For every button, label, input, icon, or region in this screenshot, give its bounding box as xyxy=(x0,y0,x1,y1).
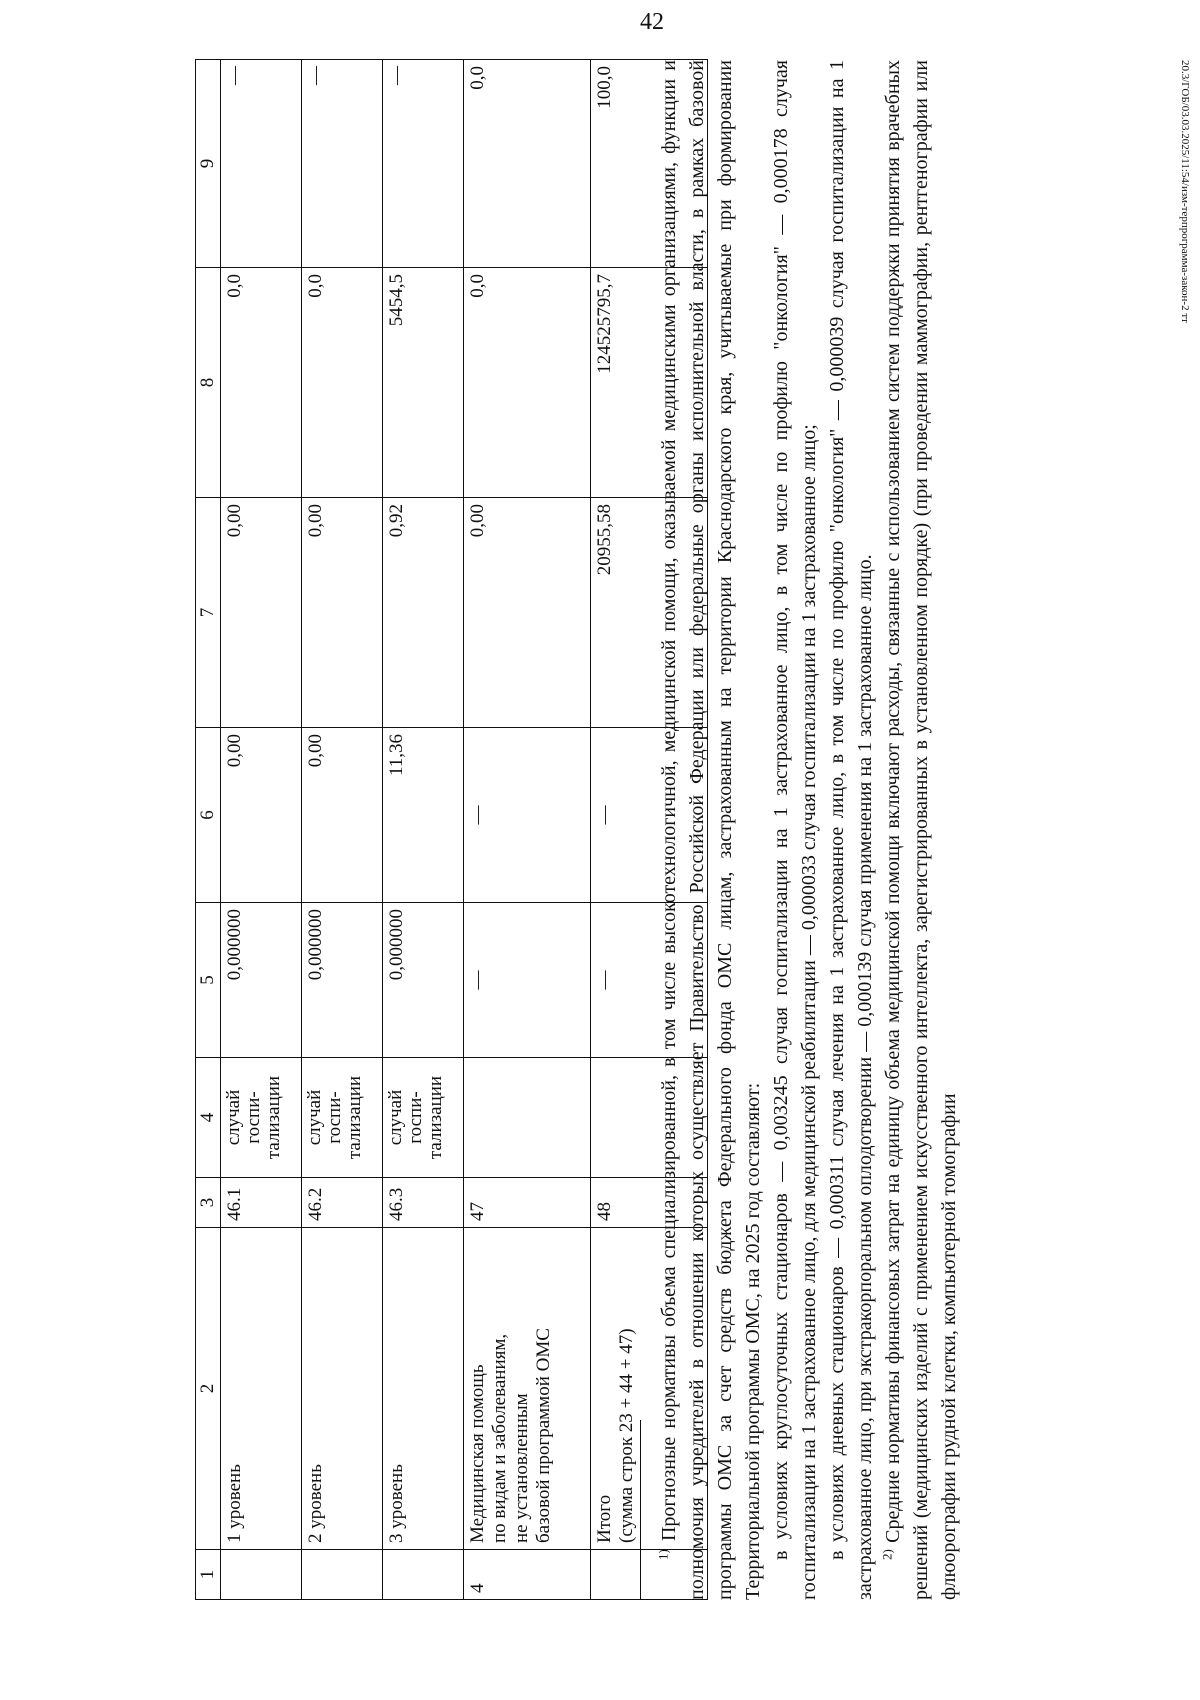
cell-col9: 100,0 xyxy=(591,60,708,268)
cell-line-number: 46.2 xyxy=(302,1178,383,1228)
footnote-divider xyxy=(640,1420,641,1600)
cell-col8: 0,0 xyxy=(302,268,383,498)
cell-col5: — xyxy=(591,903,708,1058)
cell-line-number: 46.3 xyxy=(383,1178,464,1228)
cell-col8: 0,0 xyxy=(464,268,591,498)
cell-col7: 20955,58 xyxy=(591,498,708,728)
cell-col8: 124525795,7 xyxy=(591,268,708,498)
cell-col7: 0,92 xyxy=(383,498,464,728)
cell-section xyxy=(221,1550,302,1600)
cell-line-number: 46.1 xyxy=(221,1178,302,1228)
header-col-9: 9 xyxy=(196,60,221,268)
cell-col8: 5454,5 xyxy=(383,268,464,498)
document-code: 20.3/ГОБ/03.03.2025/11:54/изм-терпрограмма-закон-2 тт xyxy=(1179,60,1191,323)
table-row-other-care xyxy=(464,60,591,1600)
cell-section xyxy=(383,1550,464,1600)
cell-col9: — xyxy=(302,60,383,268)
cell-name: 1 уровень xyxy=(221,1228,302,1550)
cell-col6: 11,36 xyxy=(383,728,464,903)
cell-col5: 0,000000 xyxy=(221,903,302,1058)
footnote-1-day-hospital: в условиях дневных стационаров — 0,000311 случая лечения на 1 застрахованное лицо, в том числе по профилю "онкология" — 0,000039 случая госпитализации на 1 застрахованное лицо, при экстракорпоральном оплодотворении — 0,000139 случая применения на 1 застрахованное лицо. xyxy=(826,60,876,1600)
table-row-level-3 xyxy=(383,60,464,1600)
cell-name: 3 уровень xyxy=(383,1228,464,1550)
cell-unit: случай госпи- тализации xyxy=(221,1058,302,1178)
cell-col5: — xyxy=(464,903,591,1058)
header-col-7: 7 xyxy=(196,498,221,728)
table-row-level-2 xyxy=(302,60,383,1600)
cell-col5: 0,000000 xyxy=(302,903,383,1058)
cell-line-number: 47 xyxy=(464,1178,591,1228)
cell-name: 2 уровень xyxy=(302,1228,383,1550)
cell-col7: 0,00 xyxy=(221,498,302,728)
footnote-2-mark: 2) xyxy=(879,1549,895,1560)
page-number: 42 xyxy=(640,9,664,35)
table-row-level-1 xyxy=(221,60,302,1600)
cell-col9: — xyxy=(383,60,464,268)
footnote-2 xyxy=(879,60,963,1600)
cell-unit: случай госпи- тализации xyxy=(302,1058,383,1178)
cell-col7: 0,00 xyxy=(464,498,591,728)
footnote-1-text: Прогнозные нормативы объема специализированной, в том числе высокотехнологичной, медицинской помощи, оказываемой медицинскими организациями, функции и полномочия учредителей в отношении которых осуществляет Правительство Российской Федерации или федеральные органы исполнительной власти, в рамках базовой программы ОМС за счет средств бюджета Федерального фонда ОМС лицам, застрахованным на территории Краснодарского края, учитываемые при формировании Территориальной программы ОМС, на 2025 год составляют: xyxy=(658,60,764,1600)
cell-col6: — xyxy=(591,728,708,903)
header-col-3: 3 xyxy=(196,1178,221,1228)
cell-line-number: 48 xyxy=(591,1178,708,1228)
cell-name: Медицинская помощь по видам и заболеваниям, не установленным базовой программой ОМС xyxy=(464,1228,591,1550)
cell-col8: 0,0 xyxy=(221,268,302,498)
footnotes xyxy=(655,60,963,1600)
footnote-1-mark: 1) xyxy=(655,1549,671,1560)
rotated-page-content xyxy=(195,40,1200,1600)
footnote-1 xyxy=(655,60,767,1600)
cell-col6: — xyxy=(464,728,591,903)
footnote-2-text: Средние нормативы финансовых затрат на единицу объема медицинской помощи включают расходы, связанные с использованием систем поддержки принятия врачебных решений (медицинских изделий с применением искусственного интеллекта, зарегистрированных в установленном порядке) (при проведении маммографии, рентгенографии или флюорографии грудной клетки, компьютерной томографии xyxy=(882,60,960,1600)
cell-unit: случай госпи- тализации xyxy=(383,1058,464,1178)
cell-unit xyxy=(464,1058,591,1178)
header-col-2: 2 xyxy=(196,1228,221,1550)
header-col-5: 5 xyxy=(196,903,221,1058)
cell-col9: — xyxy=(221,60,302,268)
header-col-8: 8 xyxy=(196,268,221,498)
cell-name: Итого (сумма строк 23 + 44 + 47) xyxy=(591,1228,708,1550)
cell-section: 4 xyxy=(464,1550,591,1600)
cell-col7: 0,00 xyxy=(302,498,383,728)
header-col-6: 6 xyxy=(196,728,221,903)
cell-section xyxy=(302,1550,383,1600)
cell-col9: 0,0 xyxy=(464,60,591,268)
cell-col6: 0,00 xyxy=(302,728,383,903)
cell-col5: 0,000000 xyxy=(383,903,464,1058)
cell-col6: 0,00 xyxy=(221,728,302,903)
header-col-1: 1 xyxy=(196,1550,221,1600)
medical-volume-table xyxy=(195,59,708,1600)
footnote-1-round-the-clock: в условиях круглосуточных стационаров — 0,003245 случая госпитализации на 1 застрахованное лицо, в том числе по профилю "онкология" — 0,000178 случая госпитализации на 1 застрахованное лицо, для медицинской реабилитации — 0,000033 случая госпитализации на 1 застрахованное лицо; xyxy=(770,60,820,1600)
table-header-row xyxy=(196,60,221,1600)
header-col-4: 4 xyxy=(196,1058,221,1178)
